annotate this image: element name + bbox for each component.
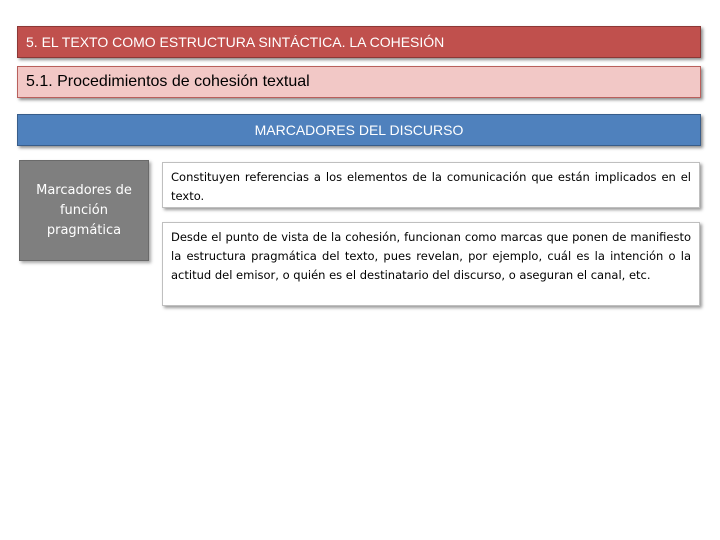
slide-title: 5. EL TEXTO COMO ESTRUCTURA SINTÁCTICA. LA COHESIÓN [17,26,701,58]
section-banner: MARCADORES DEL DISCURSO [17,114,701,146]
slide-subtitle: 5.1. Procedimientos de cohesión textual [17,66,701,98]
description-text: Desde el punto de vista de la cohesión, funcionan como marcas que ponen de manifiesto la estructura pragmática del texto, pues revelan, por ejemplo, cuál es la intención o la actitud del emisor, o quién es el destinatario del discurso, o aseguran el canal, etc. [171,230,691,282]
category-label: Marcadores de función pragmática [36,182,132,238]
description-box-2 [162,222,700,306]
category-box [19,160,149,261]
description-box-1 [162,162,700,208]
description-text: Constituyen referencias a los elementos de la comunicación que están implicados en el texto. [171,170,691,203]
